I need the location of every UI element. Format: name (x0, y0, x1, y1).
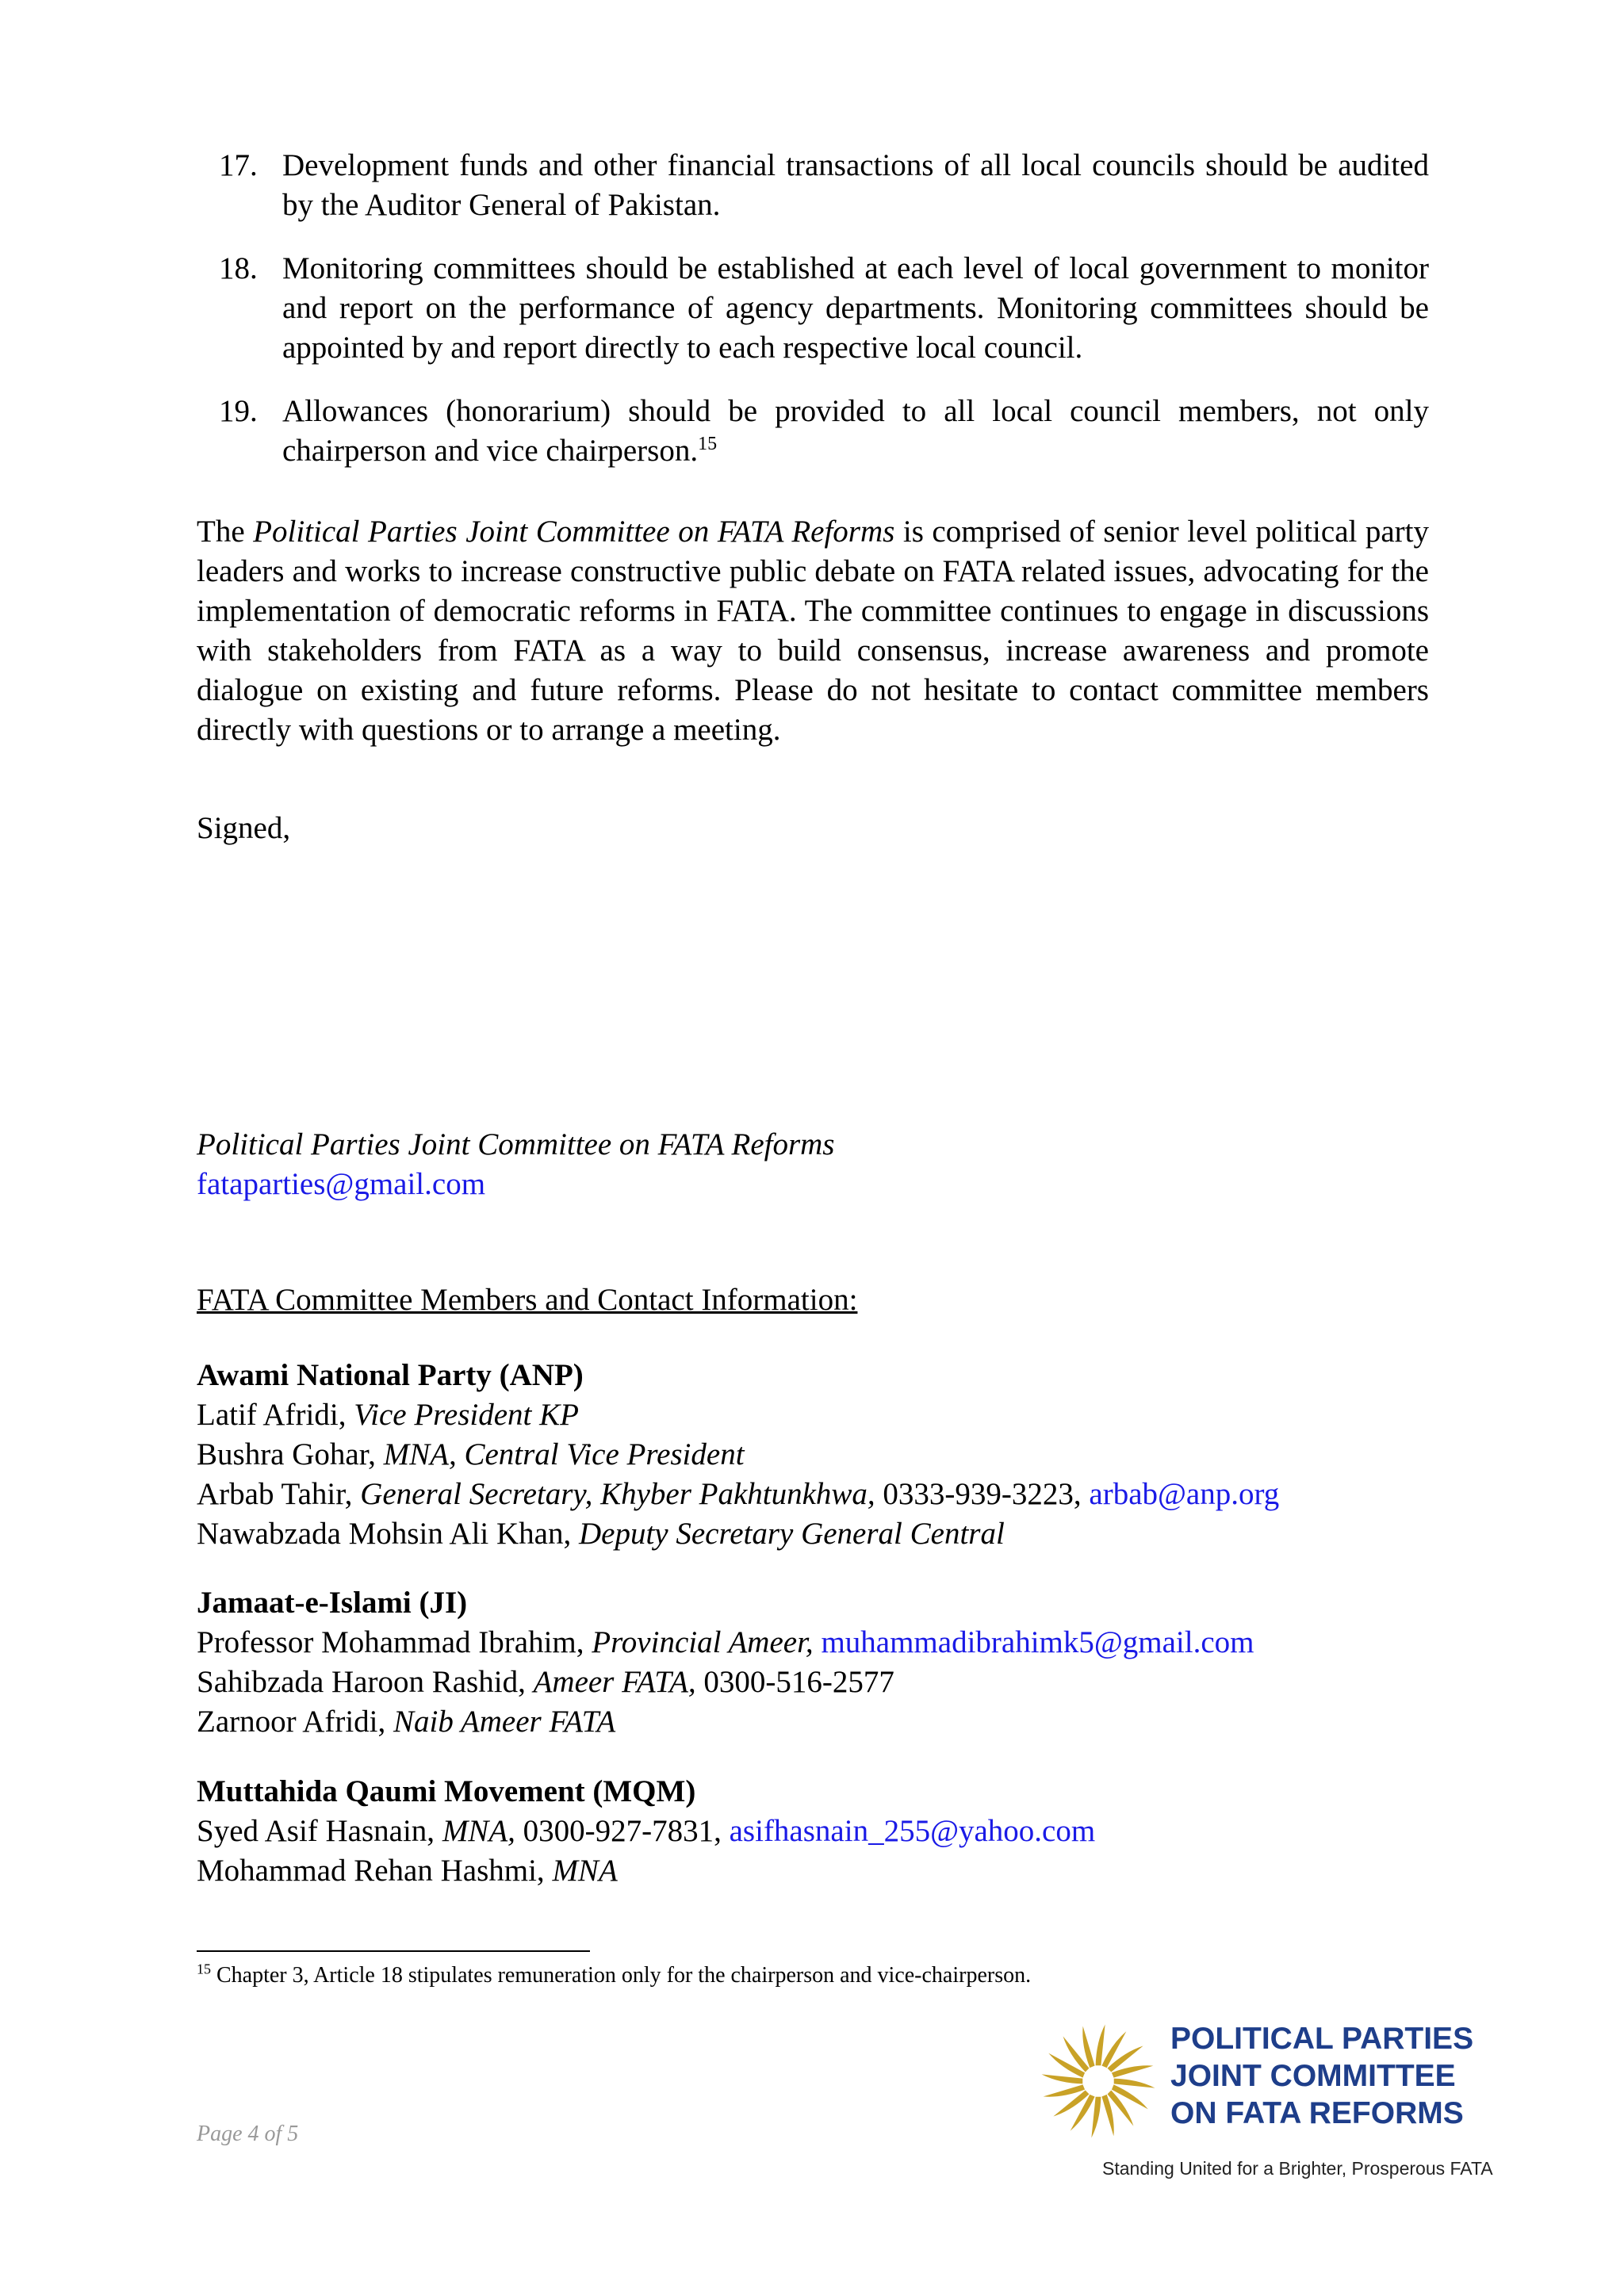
footnote-text: Chapter 3, Article 18 stipulates remuneration only for the chairperson and vice-chairperson. (211, 1963, 1032, 1988)
logo-tagline: Standing United for a Brighter, Prosperous FATA (1102, 2158, 1493, 2179)
member-row: Arbab Tahir, General Secretary, Khyber Pakhtunkhwa, 0333-939-3223, arbab@anp.org (197, 1477, 1280, 1511)
list-item-number: 18. (219, 251, 258, 285)
numbered-list (219, 146, 1429, 495)
signed-label: Signed, (197, 811, 291, 845)
party-name: Jamaat-e-Islami (JI) (197, 1586, 468, 1620)
logo-ray (1101, 2095, 1113, 2136)
logo-ray (1082, 2026, 1094, 2068)
member-row: Bushra Gohar, MNA, Central Vice President (197, 1437, 745, 1471)
party-block-mqm (197, 1772, 1095, 1891)
list-item-number: 17. (219, 148, 258, 182)
list-item (219, 146, 1429, 225)
page-number: Page 4 of 5 (197, 2122, 299, 2146)
footnote-divider (197, 1950, 590, 1952)
member-row: Sahibzada Haroon Rashid, Ameer FATA, 0300-516-2577 (197, 1665, 894, 1699)
member-row: Syed Asif Hasnain, MNA, 0300-927-7831, asifhasnain_255@yahoo.com (197, 1814, 1096, 1848)
member-row: Latif Afridi, Vice President KP (197, 1398, 579, 1432)
list-item-number: 19. (219, 394, 258, 428)
party-name: Muttahida Qaumi Movement (MQM) (197, 1774, 696, 1808)
list-item-text: Allowances (honorarium) should be provided to all local council members, not only chairperson and vice chairperson. (282, 394, 1429, 468)
logo-ray (1042, 2074, 1083, 2084)
email-link[interactable]: muhammadibrahimk5@gmail.com (821, 1625, 1254, 1659)
logo-ray (1114, 2079, 1155, 2088)
logo-wordmark (1170, 2020, 1473, 2132)
party-block-ji (197, 1583, 1254, 1742)
committee-description-paragraph (197, 512, 1429, 750)
logo-line-1: POLITICAL PARTIES (1170, 2022, 1474, 2056)
list-item-text: Monitoring committees should be established at each level of local government to monitor and report on the performance of agency departments. Monitoring committees should be appointed by and report directly to each respective local council. (282, 251, 1429, 365)
member-row: Mohammad Rehan Hashmi, MNA (197, 1854, 618, 1888)
sunburst-logo-icon (1039, 2022, 1158, 2141)
committee-email-link[interactable]: fataparties@gmail.com (197, 1167, 486, 1201)
committee-name: Political Parties Joint Committee on FATA Reforms (197, 1127, 835, 1161)
member-row: Zarnoor Afridi, Naib Ameer FATA (197, 1705, 616, 1739)
party-block-anp (197, 1356, 1279, 1554)
logo-line-2: JOINT COMMITTEE (1170, 2059, 1456, 2093)
paragraph-prefix: The (197, 515, 254, 549)
list-item (219, 392, 1429, 471)
logo-ray (1091, 2097, 1101, 2138)
paragraph-body: is comprised of senior level political party leaders and works to increase constructive public debate on FATA related issues, advocating for the implementation of democratic reforms in FATA. The committee continues to engage in discussions with stakeholders from FATA as a way to build consensus, increase awareness and promote dialogue on existing and future reforms. Please do not hesitate to contact committee members directly with questions or to arrange a meeting. (197, 515, 1429, 747)
logo-line-3: ON FATA REFORMS (1170, 2096, 1464, 2130)
paragraph-italic-name: Political Parties Joint Committee on FATA Reforms (253, 515, 895, 549)
footnote (197, 1961, 1031, 1990)
list-item-text: Development funds and other financial transactions of all local councils should be audited by the Auditor General of Pakistan. (282, 148, 1429, 222)
member-row: Nawabzada Mohsin Ali Khan, Deputy Secretary General Central (197, 1517, 1005, 1551)
party-name: Awami National Party (ANP) (197, 1358, 584, 1392)
members-heading: FATA Committee Members and Contact Information: (197, 1283, 858, 1317)
list-item (219, 249, 1429, 368)
committee-signature-block (197, 1125, 835, 1204)
member-row: Professor Mohammad Ibrahim, Provincial Ameer, muhammadibrahimk5@gmail.com (197, 1625, 1254, 1659)
logo-ray (1096, 2025, 1105, 2066)
logo-ray (1044, 2084, 1085, 2096)
footnote-number: 15 (197, 1961, 211, 1977)
logo-ray (1112, 2065, 1153, 2077)
email-link[interactable]: arbab@anp.org (1089, 1477, 1280, 1511)
footnote-reference[interactable]: 15 (698, 434, 718, 454)
email-link[interactable]: asifhasnain_255@yahoo.com (729, 1814, 1096, 1848)
